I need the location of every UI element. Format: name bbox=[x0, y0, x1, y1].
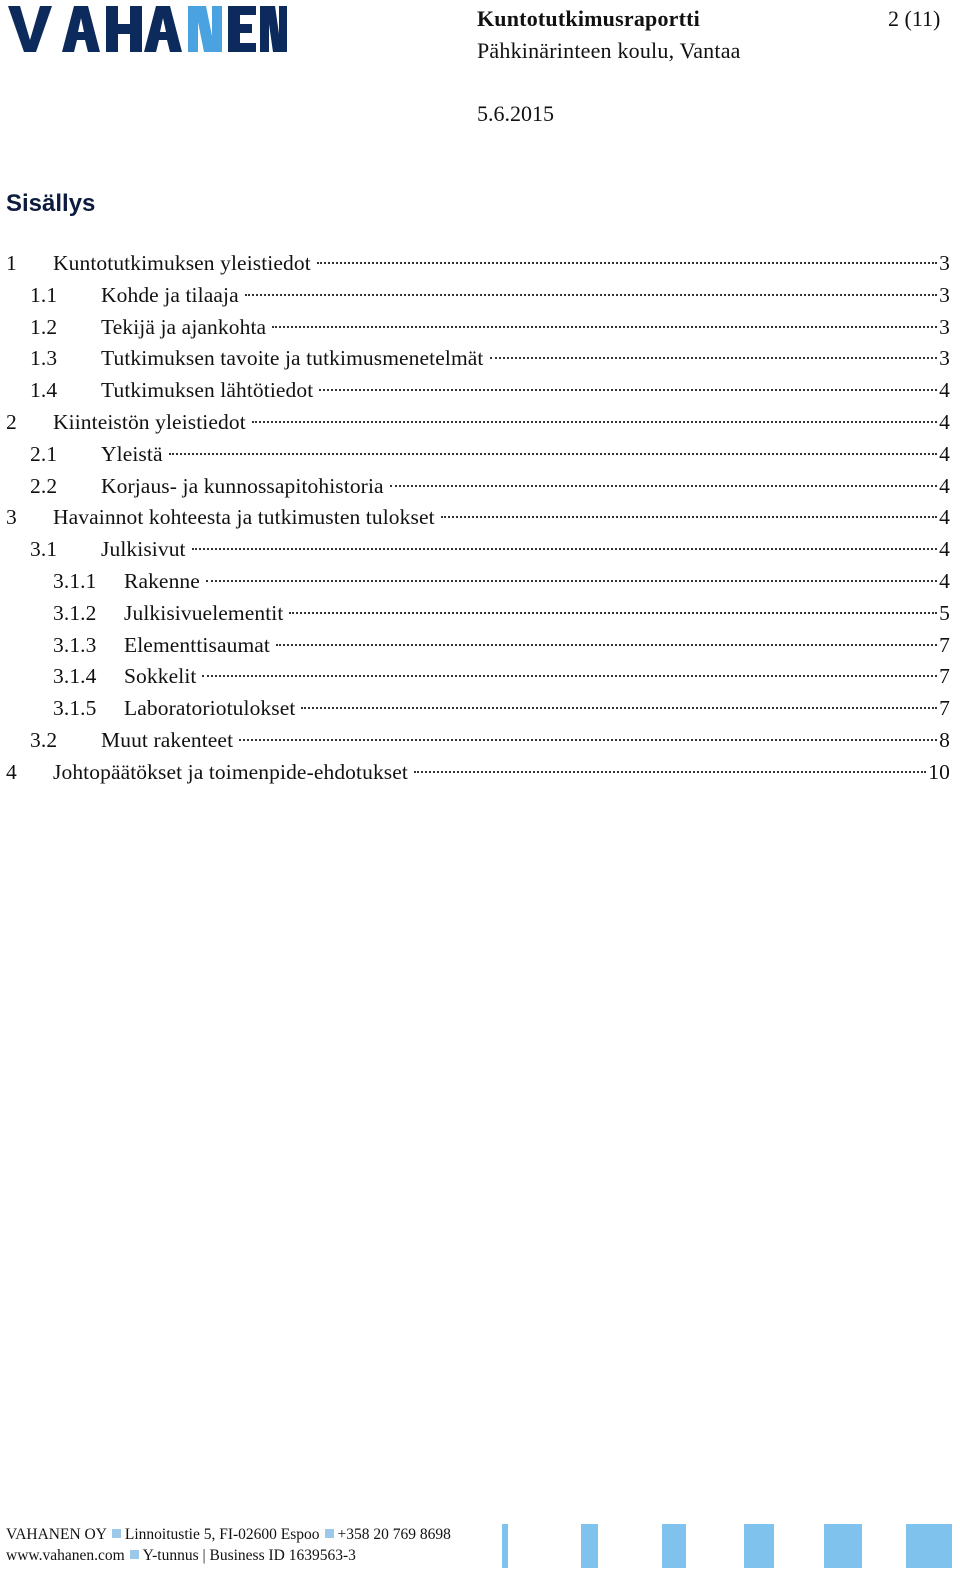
report-title: Kuntotutkimusraportti bbox=[477, 6, 700, 31]
dot-leader bbox=[202, 672, 937, 677]
toc-entry-number: 3.1.3 bbox=[53, 632, 97, 657]
toc-entry-title: Sokkelit bbox=[124, 664, 197, 689]
toc-entry-page: 10 bbox=[928, 759, 950, 784]
toc-entry-title: Johtopäätökset ja toimenpide-ehdotukset bbox=[53, 759, 408, 784]
toc-entry-page: 4 bbox=[939, 505, 950, 530]
toc-entry-number: 2 bbox=[6, 409, 17, 434]
page-number: 2 (11) bbox=[888, 6, 941, 31]
dot-leader bbox=[289, 609, 937, 614]
footer-business-id: Y-tunnus | Business ID 1639563-3 bbox=[142, 1547, 356, 1564]
toc-entry[interactable] bbox=[6, 534, 950, 566]
toc-entry-title: Rakenne bbox=[124, 568, 200, 593]
toc-entry[interactable] bbox=[6, 757, 950, 789]
dot-leader bbox=[245, 291, 937, 296]
toc-entry-title: Tekijä ja ajankohta bbox=[101, 314, 267, 339]
toc-entry-title: Elementtisaumat bbox=[124, 632, 270, 657]
toc-entry[interactable] bbox=[6, 502, 950, 534]
toc-entry-page: 4 bbox=[939, 378, 950, 403]
toc-entry[interactable] bbox=[6, 630, 950, 662]
toc-entry-title: Korjaus- ja kunnossapitohistoria bbox=[101, 473, 384, 498]
dot-leader bbox=[390, 482, 937, 487]
toc-entry-number: 4 bbox=[6, 759, 17, 784]
toc-entry-title: Tutkimuksen lähtötiedot bbox=[101, 378, 314, 403]
toc-entry-page: 7 bbox=[939, 696, 950, 721]
toc-entry[interactable] bbox=[6, 407, 950, 439]
toc-entry-title: Laboratoriotulokset bbox=[124, 696, 296, 721]
square-separator-icon bbox=[130, 1550, 139, 1559]
square-separator-icon bbox=[325, 1529, 334, 1538]
dot-leader bbox=[490, 354, 938, 359]
toc-entry-page: 3 bbox=[939, 251, 950, 275]
toc-entry-page: 4 bbox=[939, 473, 950, 498]
dot-leader bbox=[319, 386, 937, 391]
square-separator-icon bbox=[112, 1529, 121, 1538]
toc-entry-number: 1 bbox=[6, 251, 17, 275]
toc-entry-number: 3.2 bbox=[30, 727, 58, 752]
table-of-contents bbox=[6, 248, 950, 789]
toc-entry[interactable] bbox=[6, 661, 950, 693]
toc-entry-number: 2.1 bbox=[30, 441, 58, 466]
decor-bar bbox=[824, 1524, 862, 1568]
footer-line-2 bbox=[6, 1545, 451, 1566]
toc-entry-number: 1.4 bbox=[30, 378, 58, 403]
toc-entry-page: 4 bbox=[939, 537, 950, 562]
toc-entry-number: 3.1 bbox=[30, 537, 58, 562]
toc-entry-number: 1.3 bbox=[30, 346, 58, 371]
toc-entry-page: 3 bbox=[939, 314, 950, 339]
dot-leader bbox=[272, 323, 937, 328]
dot-leader bbox=[192, 545, 938, 550]
toc-entry-page: 7 bbox=[939, 664, 950, 689]
decor-bar bbox=[744, 1524, 774, 1568]
toc-entry-number: 2.2 bbox=[30, 473, 58, 498]
decor-bar bbox=[502, 1524, 508, 1568]
dot-leader bbox=[317, 259, 937, 264]
toc-entry-number: 1.2 bbox=[30, 314, 58, 339]
toc-entry[interactable] bbox=[6, 312, 950, 344]
report-subtitle: Pähkinärinteen koulu, Vantaa bbox=[477, 38, 741, 63]
toc-entry-page: 5 bbox=[939, 600, 950, 625]
footer-decorative-bars bbox=[502, 1524, 952, 1568]
decor-bar bbox=[581, 1524, 598, 1568]
toc-entry-number: 3.1.1 bbox=[53, 568, 97, 593]
vahanen-logo bbox=[6, 2, 288, 58]
toc-entry-number: 3.1.4 bbox=[53, 664, 97, 689]
toc-entry[interactable] bbox=[6, 248, 950, 280]
toc-entry-page: 4 bbox=[939, 441, 950, 466]
toc-entry[interactable] bbox=[6, 375, 950, 407]
toc-entry-title: Julkisivuelementit bbox=[124, 600, 284, 625]
footer-line-1 bbox=[6, 1524, 451, 1545]
toc-entry-title: Yleistä bbox=[101, 441, 163, 466]
toc-entry-title: Julkisivut bbox=[101, 537, 186, 562]
toc-entry[interactable] bbox=[6, 280, 950, 312]
toc-entry-page: 7 bbox=[939, 632, 950, 657]
toc-entry-number: 3.1.5 bbox=[53, 696, 97, 721]
dot-leader bbox=[301, 704, 937, 709]
toc-entry[interactable] bbox=[6, 598, 950, 630]
toc-entry-number: 3.1.2 bbox=[53, 600, 97, 625]
dot-leader bbox=[206, 577, 937, 582]
dot-leader bbox=[441, 513, 937, 518]
toc-entry-page: 3 bbox=[939, 282, 950, 307]
toc-entry-number: 3 bbox=[6, 505, 17, 530]
toc-entry-page: 8 bbox=[939, 727, 950, 752]
toc-entry[interactable] bbox=[6, 566, 950, 598]
toc-entry-title: Kiinteistön yleistiedot bbox=[53, 409, 246, 434]
footer-phone: +358 20 769 8698 bbox=[337, 1526, 451, 1543]
dot-leader bbox=[276, 641, 937, 646]
toc-entry-title: Havainnot kohteesta ja tutkimusten tulokset bbox=[53, 505, 435, 530]
toc-entry-title: Tutkimuksen tavoite ja tutkimusmenetelmät bbox=[101, 346, 484, 371]
toc-entry-title: Kohde ja tilaaja bbox=[101, 282, 239, 307]
footer-address: Linnoitustie 5, FI-02600 Espoo bbox=[124, 1526, 320, 1543]
toc-heading: Sisällys bbox=[6, 190, 96, 217]
toc-entry-title: Kuntotutkimuksen yleistiedot bbox=[53, 251, 311, 275]
toc-entry-title: Muut rakenteet bbox=[101, 727, 234, 752]
toc-entry-page: 3 bbox=[939, 346, 950, 371]
dot-leader bbox=[414, 768, 926, 773]
toc-entry-page: 4 bbox=[939, 568, 950, 593]
footer-company: VAHANEN OY bbox=[6, 1526, 107, 1543]
toc-entry[interactable] bbox=[6, 693, 950, 725]
dot-leader bbox=[169, 450, 938, 455]
decor-bar bbox=[662, 1524, 686, 1568]
report-date: 5.6.2015 bbox=[477, 101, 554, 126]
footer-website[interactable]: www.vahanen.com bbox=[6, 1547, 125, 1564]
dot-leader bbox=[239, 736, 937, 741]
toc-entry-page: 4 bbox=[939, 409, 950, 434]
dot-leader bbox=[252, 418, 937, 423]
toc-entry-number: 1.1 bbox=[30, 282, 58, 307]
decor-bar bbox=[906, 1524, 952, 1568]
page-footer bbox=[6, 1524, 451, 1566]
toc-entry[interactable] bbox=[6, 439, 950, 471]
toc-entry[interactable] bbox=[6, 725, 950, 757]
toc-entry[interactable] bbox=[6, 471, 950, 503]
toc-entry[interactable] bbox=[6, 343, 950, 375]
